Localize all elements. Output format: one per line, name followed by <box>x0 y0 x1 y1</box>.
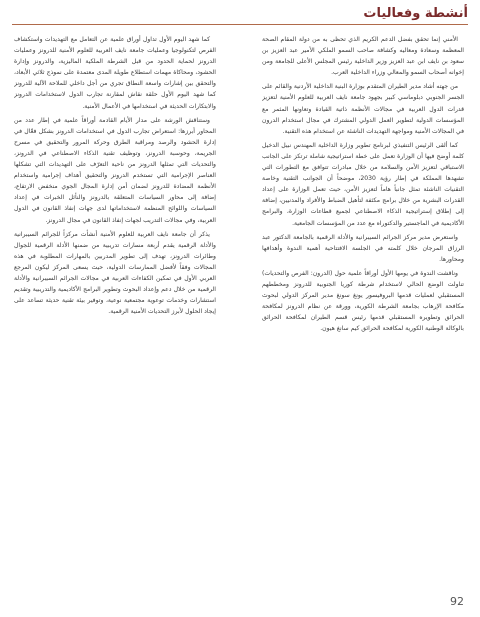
header-divider <box>12 24 468 25</box>
right-column <box>262 34 464 574</box>
paragraph: وستناقش الورشة على مدار الأيام القادمة أوراقاً علمية في إطار عدد من المحاور أبرزها: استعراض تجارب الدول في استخدامات الدرونز بشكل فعّال في إدارة الحشود والرصد ومراقبة الطرق وحركة المرور والتحقيق في مسرح الجريمة، وحوسبة الدرونز، وتوظيف تقنية الذكاء الاصطناعي في الدرونز، والتحديات التي تمثلها الدرونز من ناحية التعرّف على التهديدات التي تشكلها العناصر الإجرامية التي تستخدم الدرونز والتحقيق أهداف إجرامية واستخدام الأنظمة المضادة للدرونز لضمان أمن إدارة المجال الجوي منخفض الارتفاع، إضافة إلى محاور السياسات المتعلقة بالدرونز والنأثل الخبرات في إعداد السياسات واللوائح المنظمة لاستخداماتها لدى جهات إنفاذ القانون في الدول العربية، وفي مجالات التدريب لجهات إنفاذ القانون في مجال الدرونز. <box>14 116 216 224</box>
paragraph: وناقشت الندوة في يومها الأول أوراقاً علمية حول (الدرون: الفرص والتحديات) تناولت الوضع الحالي لاستخدام شرطة كوريا الجنوبية للدرونز ومخططهم المستقبلي لعمليات قدمها البروفيسور يونغ سونغ مدير المركز الدولي لبحوث مكافحة الإرهاب بجامعة الشرطة الكورية، وورقة عن نظام الدرونز لمكافحة الحرائق وتطويره المستقبلي قدمها رئيس قسم الطيران لمكافحة الحرائق بالوكالة الوطنية الكورية لمكافحة الحرائق كيم سانغ هيون. <box>262 269 464 333</box>
paragraph: واستعرض مدير مركز الجرائم السيبرانية والأدلة الرقمية بالجامعة الدكتور عبد الرزاق المرجان خلال كلمته في الجلسة الافتتاحية أهمية الندوة وأهدافها ومحاورها. <box>262 233 464 263</box>
paragraph: الأمني إنما تحقق بفضل الدعم الكريم الذي تحظى به من دولة المقام الصحة المعظمة وسعادة ومعاليه وكشافة صاحب السمو الملكي الأمير عبد العزيز بن سعود بن نايف ابن عبد العزيز وزير الداخلية رئيس المجلس الأعلى للجامعة ومن إخوانه أصحاب السمو والمعالي وزراء الداخلية العرب. <box>262 36 464 77</box>
paragraph: يذكر أن جامعة نايف العربية للعلوم الأمنية أنشأت مركزاً للجرائم السيبرانية والأدلة الرقمية يقدم أربعة مسارات تدريبية من ضمنها الأدلة الرقمية للجوال وطائرات الدرونز، تهدف إلى تطوير المدربين بالمهارات المطلوبة في هذه المجالات وفقاً لأفضل الممارسات الدولية، حيث يسعى المركز ليكون المرجع العربي الأول في تمكين الكفاءات العربية في مجالات الجرائم السيبرانية والأدلة الرقمية من خلال دعم وإعداد البحوث وتطوير البرامج الأكاديمية والتدريبية وتقديم استشارات وخدمات توعوية مجتمعية نوعية، وتوفير بيئة تقنية حديثة تساعد على إيجاد الحلول لأبرز التحديات الأمنية الرقمية. <box>14 230 216 316</box>
paragraph: كما شهد اليوم الأول تداول أوراق علمية عن التعامل مع التهديدات واستكشاف الفرص لتكنولوجيا وعمليات جامعة نايف العربية للعلوم الأمنية للدرونز وعمليات الدرونز لحماية الحدود من قبل الشرطة الملكية الماليزية، والدرونز وإدارة الحشود، ومحاكاة مهمات استطلاع طويلة المدى معتمدة على نموذج ثلاثي الأبعاد، والتحقق بين إشارات واسعة النطاق تجري من أجل داخلي للملاحة الآلية للدرونز كما شهد اليوم الأول حلقة نقاش لمقارنة تجارب الدول لاستخدامات الدرونز والابتكارات الحديثة في استخدامها في الأعمال الأمنية. <box>14 36 216 110</box>
page-header <box>0 0 480 24</box>
page-number: 92 <box>450 595 464 608</box>
left-column <box>14 34 216 574</box>
section-title: أنشطة وفعاليات <box>363 5 468 21</box>
paragraph: كما ألقى الرئيس التنفيذي لبرنامج تطوير وزارة الداخلية المهندس نبيل الدخيل كلمة أوضح فيها أن الوزارة تعمل على خطة استراتيجية شاملة ترتكز على الجانب الاستباقي لتعزيز الأمن والسلامة من خلال مبادرات تتوافق مع التطورات التي تشهدها المملكة في إطار رؤية 2030، موضحاً أن الجوانب التقنية وخاصة التقنيات الناشئة تمثل جانباً هاماً لتعزيز الأمن، حيث تعمل الوزارة على إعداد القدرات البشرية من خلال برامج مكثفة لتأهيل الضباط والأفراد والمدنيين، إضافة إلى إطلاق إستراتيجية الذكاء الاصطناعي لجميع قطاعات الوزارة، والبرامج الأكاديمية في الماجستير والدكتوراه مع عدد من المؤسسات الجامعية. <box>262 141 464 227</box>
paragraph: من جهته أشاد مدير الطيران المتقدم بوزارة البنية الداخلية الأردنية والقائم على الجسر الجنوبي دبلوماسي كبير بجهود جامعة نايف العربية للعلوم الأمنية لتعزيز قدرات الدول العربية في مجالات الأنظمة ذاتية القيادة وتعاونها المثمر مع المؤسسات الدولية لتطوير العمل الدولي المشترك في مجال استخدام الدرون في المجالات الأمنية ومواجهة التهديدات الناشئة عن استخدام هذه التقنية. <box>262 83 464 135</box>
